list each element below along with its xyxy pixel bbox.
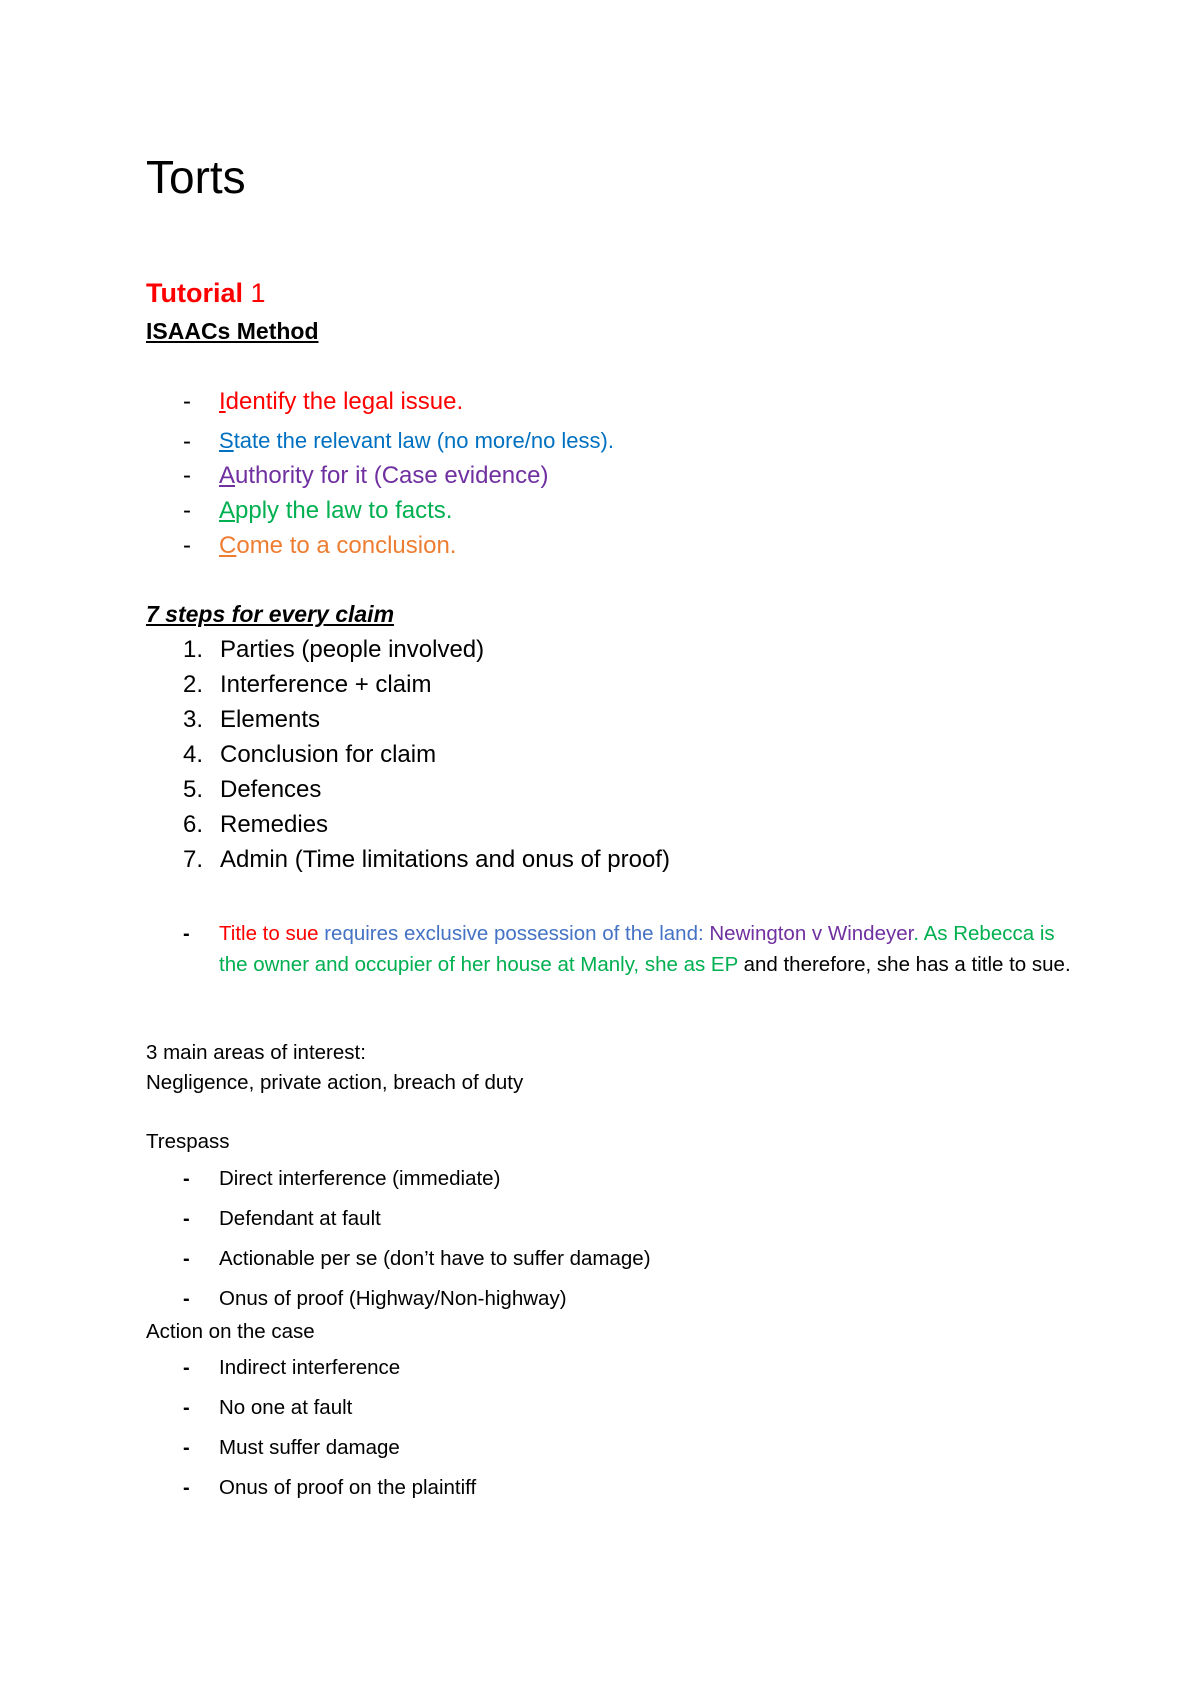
dash-bullet: - [183, 388, 191, 415]
list-item: - Actionable per se (don’t have to suffer damage) [183, 1247, 651, 1270]
areas-list: Negligence, private action, breach of duty [146, 1071, 524, 1094]
isaac-item-state: - State the relevant law (no more/no less). [183, 428, 614, 455]
document-title: Torts [146, 151, 246, 203]
dash-bullet: - [183, 1397, 190, 1419]
isaac-item-authority: - Authority for it (Case evidence) [183, 462, 549, 489]
title-to-sue-term: Title to sue [219, 922, 319, 945]
conclusion-text: and therefore, she has a title to sue. [737, 953, 1071, 976]
isaac-item-conclusion: - Come to a conclusion. [183, 532, 457, 559]
dash-bullet: - [183, 1357, 190, 1379]
dash-bullet: - [183, 462, 191, 489]
list-item: - Must suffer damage [183, 1436, 400, 1459]
list-item: - Onus of proof on the plaintiff [183, 1476, 477, 1499]
steps-heading: 7 steps for every claim [146, 601, 395, 627]
isaac-heading: ISAACs Method [146, 318, 319, 344]
dash-bullet: - [183, 1437, 190, 1459]
dash-bullet: - [183, 1168, 190, 1190]
step-item: 6. Remedies [183, 811, 329, 838]
step-item: 7. Admin (Time limitations and onus of proof) [183, 846, 670, 873]
list-item: - No one at fault [183, 1396, 353, 1419]
trespass-heading: Trespass [146, 1130, 230, 1153]
dash-bullet: - [183, 1288, 190, 1310]
dash-bullet: - [183, 428, 191, 455]
list-item: - Direct interference (immediate) [183, 1167, 501, 1190]
step-item: 2. Interference + claim [183, 671, 432, 698]
rule-text: requires exclusive possession of the land: [318, 922, 710, 945]
dash-bullet: - [183, 923, 190, 945]
application-text: . As Rebecca is the owner and occupier of her house at Manly, she as EP [219, 922, 1055, 976]
dash-bullet: - [183, 497, 191, 524]
action-on-case-heading: Action on the case [146, 1320, 315, 1343]
dash-bullet: - [183, 1248, 190, 1270]
list-item: - Indirect interference [183, 1356, 401, 1379]
tutorial-word: Tutorial [146, 278, 243, 308]
tutorial-heading [146, 278, 266, 309]
step-item: 3. Elements [183, 706, 321, 733]
step-item: 5. Defences [183, 776, 322, 803]
list-item: - Onus of proof (Highway/Non-highway) [183, 1287, 567, 1310]
dash-bullet: - [183, 1208, 190, 1230]
isaac-item-identify: - Identify the legal issue. [183, 388, 464, 415]
tutorial-number: 1 [250, 278, 266, 308]
dash-bullet: - [183, 1477, 190, 1499]
step-item: 4. Conclusion for claim [183, 741, 437, 768]
step-item: 1. Parties (people involved) [183, 636, 485, 663]
title-to-sue-paragraph [219, 918, 1079, 980]
dash-bullet: - [183, 532, 191, 559]
list-item: - Defendant at fault [183, 1207, 381, 1230]
areas-label: 3 main areas of interest: [146, 1041, 366, 1064]
case-authority: Newington v Windeyer [709, 922, 914, 945]
isaac-item-apply: - Apply the law to facts. [183, 497, 453, 524]
